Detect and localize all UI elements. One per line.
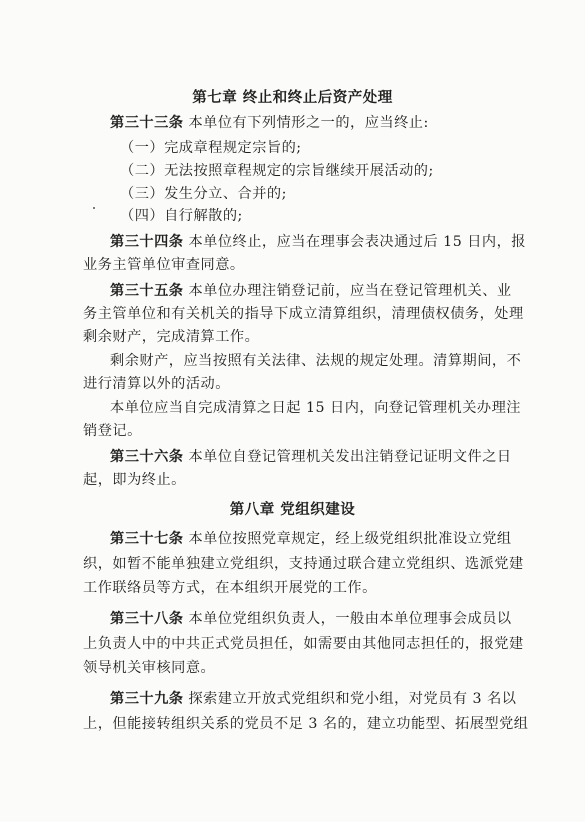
article-text: 本单位党组织负责人，一般由本单位理事会成员以 — [183, 611, 512, 627]
article-text: 起，即为终止。 — [83, 472, 186, 488]
article-number: 第三十三条 — [110, 115, 184, 131]
chapter-7-title: 第七章 终止和终止后资产处理 — [192, 90, 393, 106]
article-39 — [110, 689, 516, 709]
article-38 — [110, 609, 512, 629]
article-35 — [110, 281, 512, 301]
article-36 — [110, 447, 512, 467]
article-number: 第三十七条 — [110, 531, 184, 547]
article-number: 第三十五条 — [110, 283, 184, 299]
article-text: 本单位自登记管理机关发出注销登记证明文件之日 — [183, 449, 512, 465]
list-item: （三）发生分立、合并的; — [120, 186, 287, 202]
list-item: （二）无法按照章程规定的宗旨继续开展活动的; — [120, 163, 434, 179]
chapter-8-title: 第八章 党组织建设 — [229, 502, 356, 518]
article-text: 剩余财产，完成清算工作。 — [83, 329, 260, 345]
article-text: 上负责人中的中共正式党员担任，如需要由其他同志担任的，报党建 — [83, 636, 524, 652]
article-text: 织，如暂不能单独建立党组织，支持通过联合建立党组织、选派党建 — [83, 556, 524, 572]
article-text: 本单位按照党章规定，经上级党组织批准设立党组 — [183, 531, 512, 547]
list-item: （四）自行解散的; — [120, 208, 243, 224]
article-text: 探索建立开放式党组织和党小组，对党员有 3 名以 — [183, 691, 517, 707]
article-text: 本单位终止，应当在理事会表决通过后 15 日内，报 — [183, 234, 526, 250]
paragraph-text: 销登记。 — [83, 423, 142, 439]
paragraph-text: 剩余财产，应当按照有关法律、法规的规定处理。清算期间，不 — [110, 353, 522, 369]
article-text: 本单位办理注销登记前，应当在登记管理机关、业 — [183, 283, 512, 299]
article-number: 第三十八条 — [110, 611, 184, 627]
article-text: 本单位有下列情形之一的，应当终止: — [183, 115, 429, 131]
scan-speck — [93, 207, 95, 209]
article-number: 第三十九条 — [110, 691, 184, 707]
article-34 — [110, 232, 526, 252]
article-37 — [110, 529, 512, 549]
list-item: （一）完成章程规定宗旨的; — [120, 140, 302, 156]
article-text: 上，但能接转组织关系的党员不足 3 名的，建立功能型、拓展型党组 — [83, 716, 529, 732]
paragraph-text: 本单位应当自完成清算之日起 15 日内，向登记管理机关办理注 — [110, 400, 521, 416]
article-text: 领导机关审核同意。 — [83, 660, 216, 676]
article-text: 业务主管单位审查同意。 — [83, 257, 245, 273]
paragraph-text: 进行清算以外的活动。 — [83, 376, 230, 392]
article-number: 第三十四条 — [110, 234, 184, 250]
article-text: 工作联络员等方式，在本组织开展党的工作。 — [83, 580, 377, 596]
article-text: 务主管单位和有关机关的指导下成立清算组织，清理债权债务，处理 — [83, 306, 524, 322]
article-number: 第三十六条 — [110, 449, 184, 465]
article-33 — [110, 113, 429, 133]
